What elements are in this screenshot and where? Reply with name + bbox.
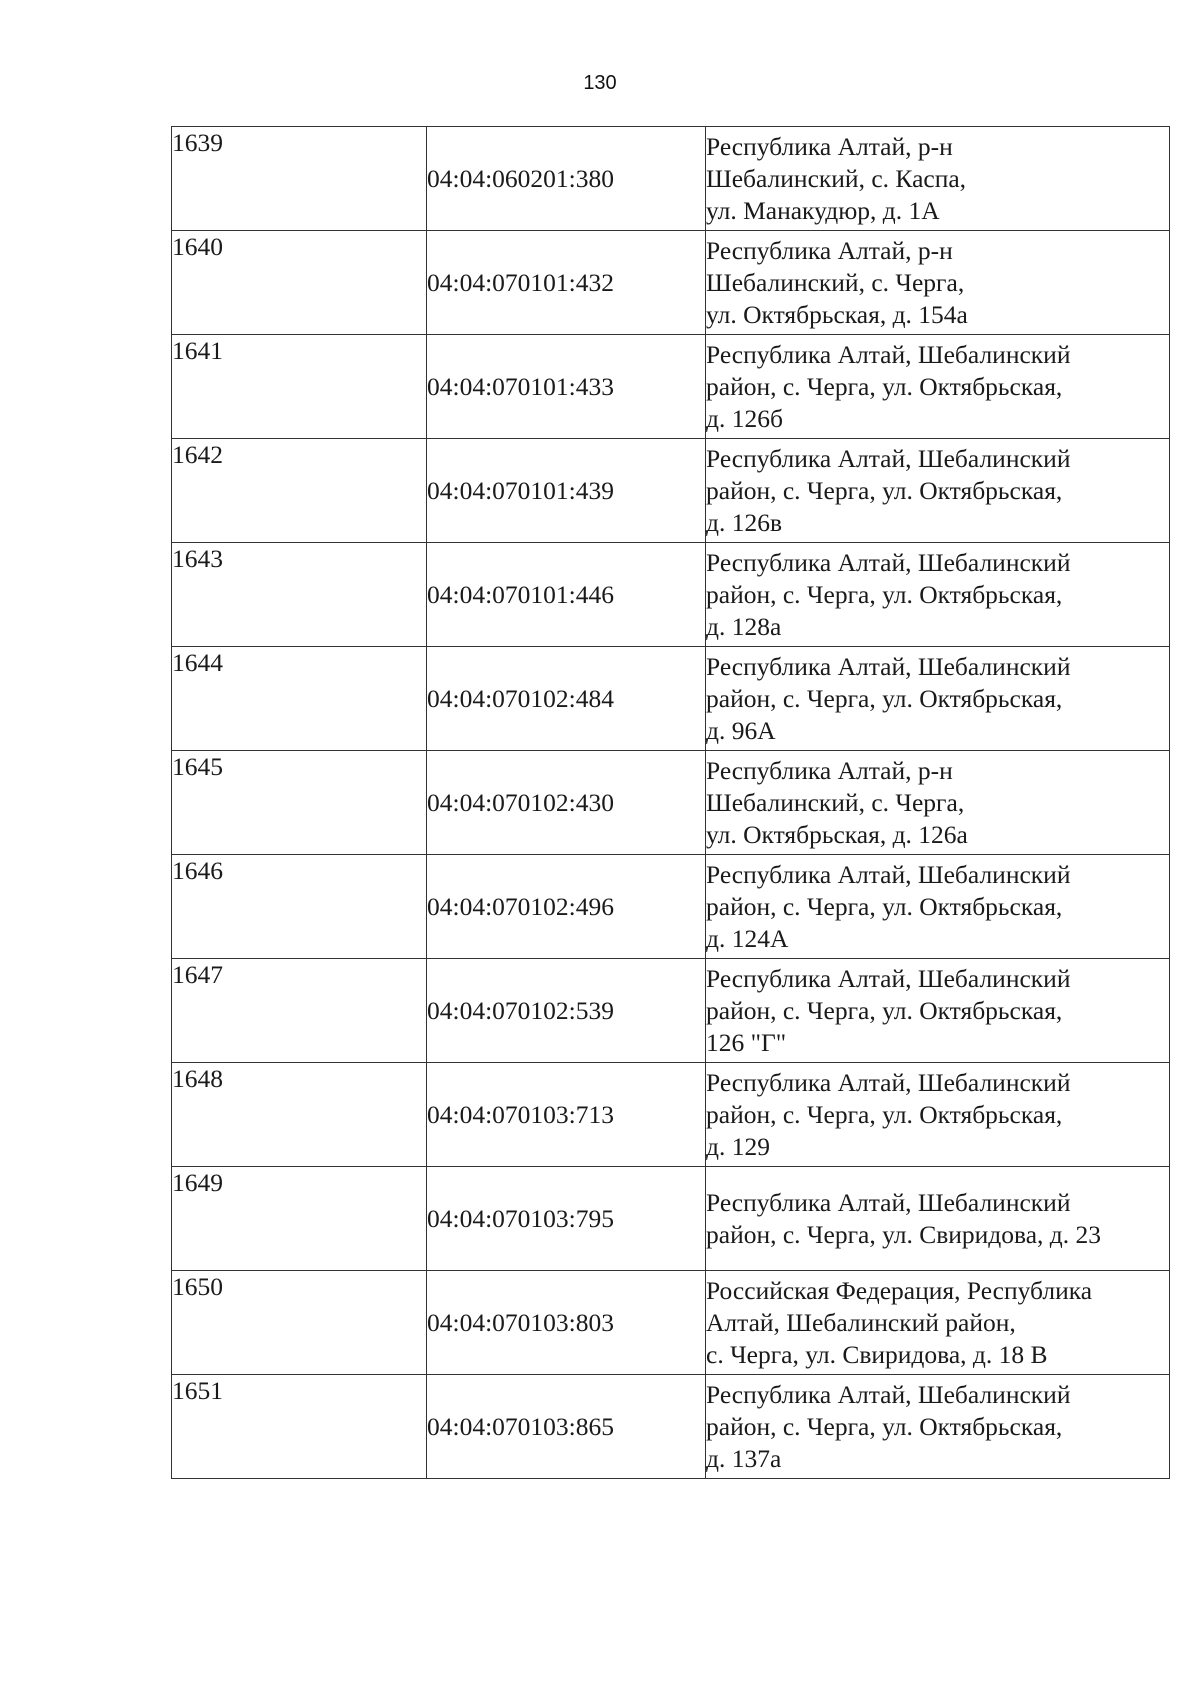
address-line: д. 126в (706, 507, 783, 537)
address-line: Республика Алтай, Шебалинский (706, 1379, 1071, 1409)
cadastral-number-cell: 04:04:070103:865 (427, 1375, 706, 1479)
table-row (172, 1063, 1170, 1167)
table-row (172, 439, 1170, 543)
address-line: Республика Алтай, Шебалинский (706, 1067, 1071, 1097)
address-line: Шебалинский, с. Черга, (706, 267, 965, 297)
address-cell (706, 127, 1170, 231)
address-line: Республика Алтай, р-н (706, 755, 953, 785)
table-row (172, 543, 1170, 647)
address-cell (706, 1063, 1170, 1167)
cadastral-number-cell: 04:04:070102:539 (427, 959, 706, 1063)
address-cell (706, 1271, 1170, 1375)
address-line: район, с. Черга, ул. Октябрьская, (706, 579, 1063, 609)
address-line: Республика Алтай, Шебалинский (706, 443, 1071, 473)
address-cell (706, 231, 1170, 335)
address-line: Шебалинский, с. Черга, (706, 787, 965, 817)
address-cell (706, 1167, 1170, 1271)
address-line: район, с. Черга, ул. Октябрьская, (706, 1411, 1063, 1441)
registry-table-body (172, 127, 1170, 1479)
cadastral-number-cell: 04:04:070101:432 (427, 231, 706, 335)
address-line: д. 124А (706, 923, 789, 953)
address-cell (706, 647, 1170, 751)
row-number-cell: 1647 (172, 959, 427, 1063)
address-line: район, с. Черга, ул. Октябрьская, (706, 891, 1063, 921)
address-line: ул. Манакудюр, д. 1А (706, 195, 940, 225)
table-row (172, 647, 1170, 751)
address-cell (706, 855, 1170, 959)
address-line: Республика Алтай, Шебалинский (706, 1187, 1071, 1217)
cadastral-number-cell: 04:04:070103:803 (427, 1271, 706, 1375)
land-registry-table (171, 126, 1170, 1479)
address-line: Российская Федерация, Республика (706, 1275, 1093, 1305)
address-line: д. 96А (706, 715, 776, 745)
address-cell (706, 959, 1170, 1063)
row-number-cell: 1650 (172, 1271, 427, 1375)
address-line: район, с. Черга, ул. Октябрьская, (706, 995, 1063, 1025)
address-line: район, с. Черга, ул. Октябрьская, (706, 371, 1063, 401)
address-line: 126 "Г" (706, 1027, 787, 1057)
address-line: Республика Алтай, р-н (706, 235, 953, 265)
cadastral-number-cell: 04:04:070102:484 (427, 647, 706, 751)
address-line: ул. Октябрьская, д. 154а (706, 299, 968, 329)
cadastral-number-cell: 04:04:060201:380 (427, 127, 706, 231)
address-cell (706, 543, 1170, 647)
row-number-cell: 1645 (172, 751, 427, 855)
address-cell (706, 439, 1170, 543)
row-number-cell: 1651 (172, 1375, 427, 1479)
address-line: Республика Алтай, р-н (706, 131, 953, 161)
address-line: район, с. Черга, ул. Октябрьская, (706, 1099, 1063, 1129)
cadastral-number-cell: 04:04:070103:795 (427, 1167, 706, 1271)
row-number-cell: 1639 (172, 127, 427, 231)
cadastral-number-cell: 04:04:070102:430 (427, 751, 706, 855)
table-row (172, 751, 1170, 855)
address-line: д. 126б (706, 403, 783, 433)
row-number-cell: 1642 (172, 439, 427, 543)
address-line: Республика Алтай, Шебалинский (706, 547, 1071, 577)
row-number-cell: 1641 (172, 335, 427, 439)
page-number: 130 (583, 72, 617, 94)
address-cell (706, 335, 1170, 439)
row-number-cell: 1646 (172, 855, 427, 959)
address-line: д. 129 (706, 1131, 770, 1161)
row-number-cell: 1640 (172, 231, 427, 335)
table-row (172, 231, 1170, 335)
table-row (172, 1271, 1170, 1375)
address-cell (706, 751, 1170, 855)
address-line: ул. Октябрьская, д. 126а (706, 819, 968, 849)
address-line: район, с. Черга, ул. Свиридова, д. 23 (706, 1219, 1102, 1249)
address-line: район, с. Черга, ул. Октябрьская, (706, 683, 1063, 713)
address-line: Республика Алтай, Шебалинский (706, 859, 1071, 889)
cadastral-number-cell: 04:04:070103:713 (427, 1063, 706, 1167)
address-line: д. 128а (706, 611, 782, 641)
table-row (172, 855, 1170, 959)
cadastral-number-cell: 04:04:070101:446 (427, 543, 706, 647)
address-line: Алтай, Шебалинский район, (706, 1307, 1016, 1337)
address-line: с. Черга, ул. Свиридова, д. 18 В (706, 1339, 1048, 1369)
row-number-cell: 1643 (172, 543, 427, 647)
address-line: Республика Алтай, Шебалинский (706, 651, 1071, 681)
table-row (172, 335, 1170, 439)
cadastral-number-cell: 04:04:070101:439 (427, 439, 706, 543)
address-cell (706, 1375, 1170, 1479)
address-line: район, с. Черга, ул. Октябрьская, (706, 475, 1063, 505)
cadastral-number-cell: 04:04:070102:496 (427, 855, 706, 959)
address-line: Республика Алтай, Шебалинский (706, 339, 1071, 369)
row-number-cell: 1644 (172, 647, 427, 751)
row-number-cell: 1648 (172, 1063, 427, 1167)
address-line: д. 137а (706, 1443, 782, 1473)
table-row (172, 959, 1170, 1063)
address-line: Шебалинский, с. Каспа, (706, 163, 967, 193)
table-row (172, 1167, 1170, 1271)
address-line: Республика Алтай, Шебалинский (706, 963, 1071, 993)
row-number-cell: 1649 (172, 1167, 427, 1271)
table-row (172, 1375, 1170, 1479)
table-row (172, 127, 1170, 231)
cadastral-number-cell: 04:04:070101:433 (427, 335, 706, 439)
